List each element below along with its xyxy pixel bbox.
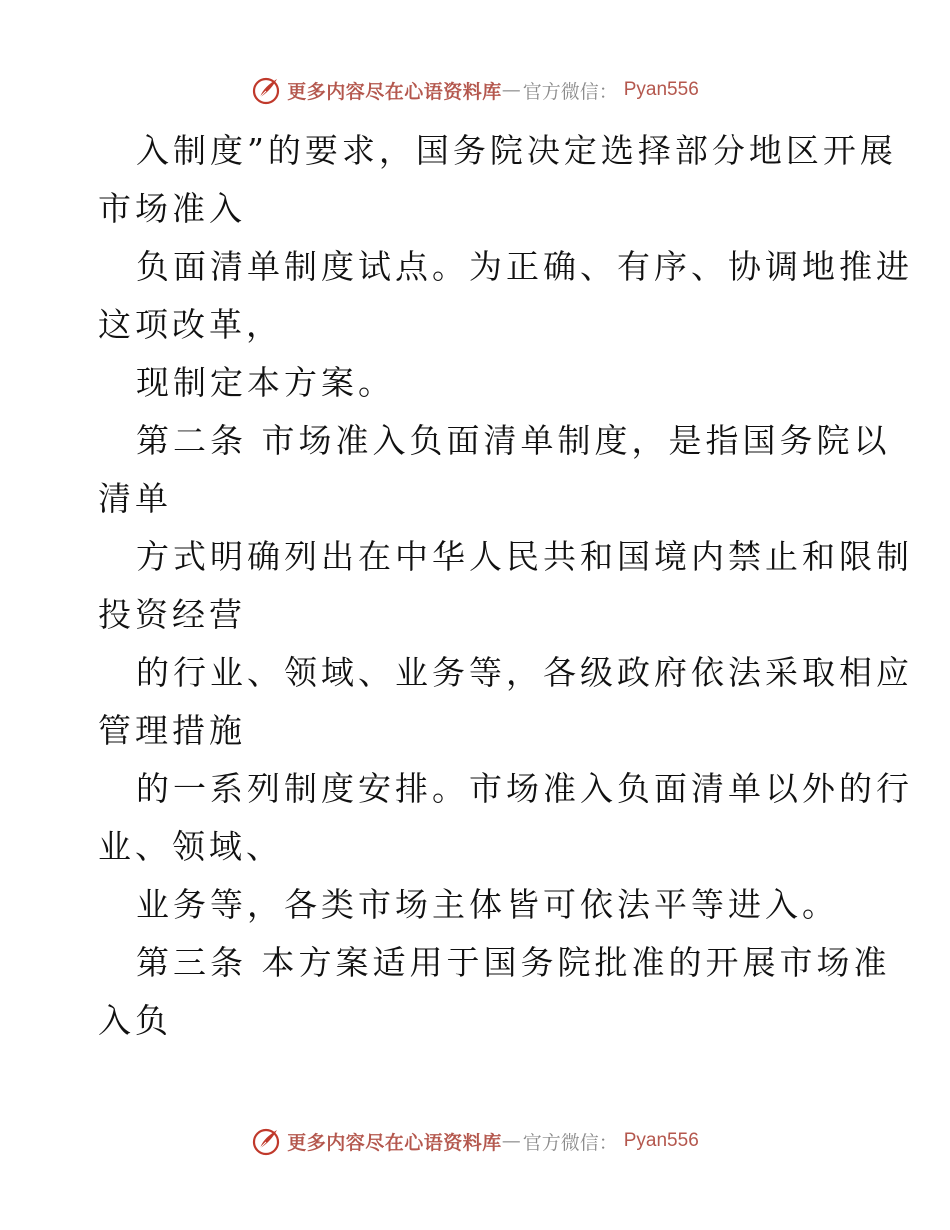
body-line: 入制度”的要求，国务院决定选择部分地区开展 <box>136 131 897 170</box>
body-line: 的一系列制度安排。市场准入负面清单以外的行 <box>136 769 913 808</box>
watermark-wechat-label: 官方微信： <box>522 80 618 103</box>
body-line: 的行业、领域、业务等，各级政府依法采取相应 <box>136 653 913 692</box>
body-line: 市场准入 <box>98 189 246 228</box>
watermark-wechat-id: Pyan556 <box>623 79 699 100</box>
watermark-wechat-label: 官方微信： <box>522 1131 618 1154</box>
body-line: 业务等，各类市场主体皆可依法平等进入。 <box>136 885 839 924</box>
body-line: 第三条 本方案适用于国务院批准的开展市场准 <box>136 943 891 982</box>
body-line: 入负 <box>98 1001 172 1040</box>
body-line: 现制定本方案。 <box>136 363 395 402</box>
body-line: 负面清单制度试点。为正确、有序、协调地推进 <box>136 247 913 286</box>
body-line: 投资经营 <box>98 595 246 634</box>
footer-watermark <box>0 1121 950 1161</box>
body-line: 这项改革， <box>98 305 283 344</box>
quill-logo-icon <box>251 75 281 105</box>
body-line: 管理措施 <box>98 711 246 750</box>
header-watermark <box>0 70 950 110</box>
document-body <box>98 122 913 1050</box>
body-line: 业、领域、 <box>98 827 283 866</box>
body-line: 清单 <box>98 479 172 518</box>
watermark-brand: 更多内容尽在心语资料库 <box>287 1131 502 1154</box>
body-line: 方式明确列出在中华人民共和国境内禁止和限制 <box>136 537 913 576</box>
body-line: 第二条 市场准入负面清单制度，是指国务院以 <box>136 421 891 460</box>
watermark-brand: 更多内容尽在心语资料库 <box>287 80 502 103</box>
quill-logo-icon <box>251 1126 281 1156</box>
watermark-wechat-id: Pyan556 <box>623 1130 699 1151</box>
watermark-separator: — <box>501 1130 521 1152</box>
watermark-separator: — <box>501 79 521 101</box>
